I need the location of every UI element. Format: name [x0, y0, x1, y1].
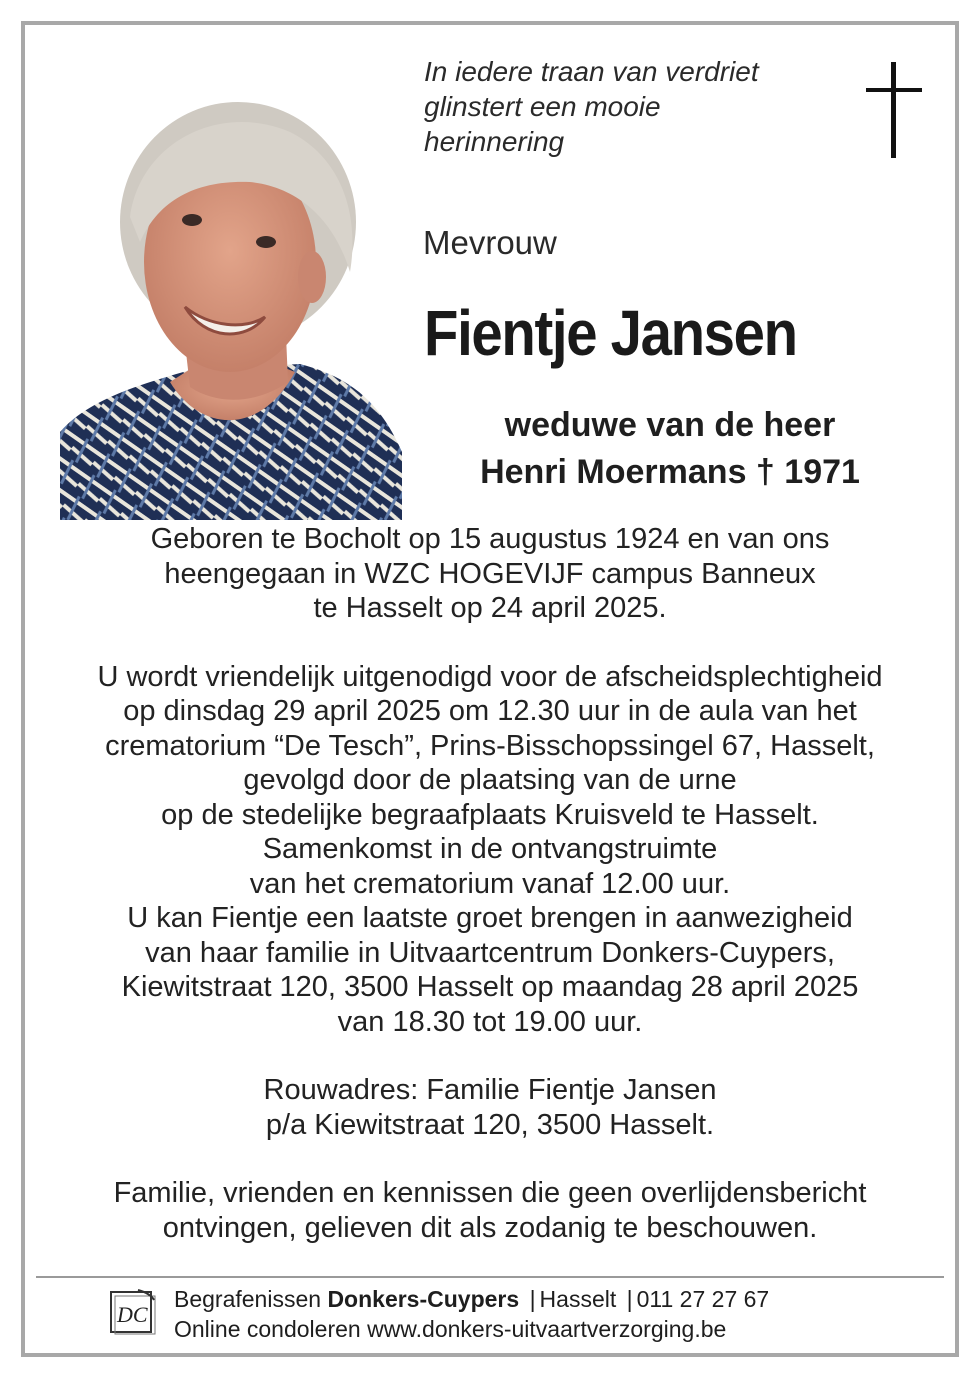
footer-divider	[36, 1276, 944, 1278]
footer-prefix: Begrafenissen	[174, 1286, 322, 1312]
notice-line: Familie, vrienden en kennissen die geen overlijdensbericht	[113, 1177, 867, 1209]
ceremony-line: crematorium “De Tesch”, Prins-Bisschopssingel 67, Hasselt,	[105, 729, 875, 762]
ceremony-line: U kan Fientje een laatste groet brengen in aanwezigheid	[127, 902, 853, 934]
mourning-address-line: p/a Kiewitstraat 120, 3500 Hasselt.	[265, 1108, 715, 1141]
spouse-line: Henri Moermans † 1971	[480, 453, 860, 491]
ceremony-line: van haar familie in Uitvaartcentrum Donkers-Cuypers,	[145, 936, 835, 969]
portrait-photo	[60, 102, 402, 520]
deceased-name: Fientje Jansen	[424, 297, 797, 369]
footer-contact-row	[174, 1284, 769, 1314]
ceremony-line: U wordt vriendelijk uitgenodigd voor de afscheidsplechtigheid	[97, 660, 883, 693]
ceremony-line: gevolgd door de plaatsing van de urne	[243, 764, 737, 796]
birth-death-line: te Hasselt op 24 april 2025.	[313, 592, 667, 624]
ceremony-line: op de stedelijke begraafplaats Kruisveld te Hasselt.	[161, 798, 819, 831]
birth-death-line: Geboren te Bocholt op 15 augustus 1924 en van ons	[150, 523, 830, 555]
notice-body	[40, 522, 940, 1245]
website-link[interactable]: www.donkers-uitvaartverzorging.be	[367, 1316, 727, 1342]
separator: |	[529, 1286, 536, 1312]
notice-line: ontvingen, gelieven dit als zodanig te beschouwen.	[162, 1211, 818, 1244]
company-name: Donkers-Cuypers	[327, 1286, 520, 1312]
birth-death-line: heengegaan in WZC HOGEVIJF campus Banneux	[164, 557, 816, 590]
ceremony-line: van het crematorium vanaf 12.00 uur.	[249, 867, 731, 900]
quote-line: In iedere traan van verdriet	[424, 56, 759, 87]
spouse-info	[440, 402, 900, 496]
quote-line: glinstert een mooie	[424, 91, 661, 122]
online-condolence-label: Online condoleren	[174, 1316, 361, 1342]
ceremony-line: Samenkomst in de ontvangstruimte	[262, 833, 718, 865]
ceremony-line: van 18.30 tot 19.00 uur.	[337, 1005, 643, 1038]
salutation: Mevrouw	[423, 224, 557, 261]
quote-line: herinnering	[424, 126, 565, 157]
footer-online-row	[174, 1314, 769, 1344]
cross-icon	[866, 62, 922, 160]
ceremony-line: op dinsdag 29 april 2025 om 12.30 uur in de aula van het	[123, 695, 857, 727]
spouse-line: weduwe van de heer	[504, 406, 836, 444]
footer-phone: 011 27 27 67	[636, 1286, 770, 1312]
footer-city: Hasselt	[539, 1286, 617, 1312]
separator: |	[626, 1286, 633, 1312]
ceremony-line: Kiewitstraat 120, 3500 Hasselt op maandag 28 april 2025	[121, 971, 859, 1003]
memorial-quote	[424, 54, 824, 159]
footer	[174, 1284, 769, 1344]
funeral-home-logo	[108, 1288, 156, 1336]
svg-text:DC: DC	[117, 1302, 148, 1327]
mourning-address-line: Rouwadres: Familie Fientje Jansen	[263, 1074, 717, 1106]
